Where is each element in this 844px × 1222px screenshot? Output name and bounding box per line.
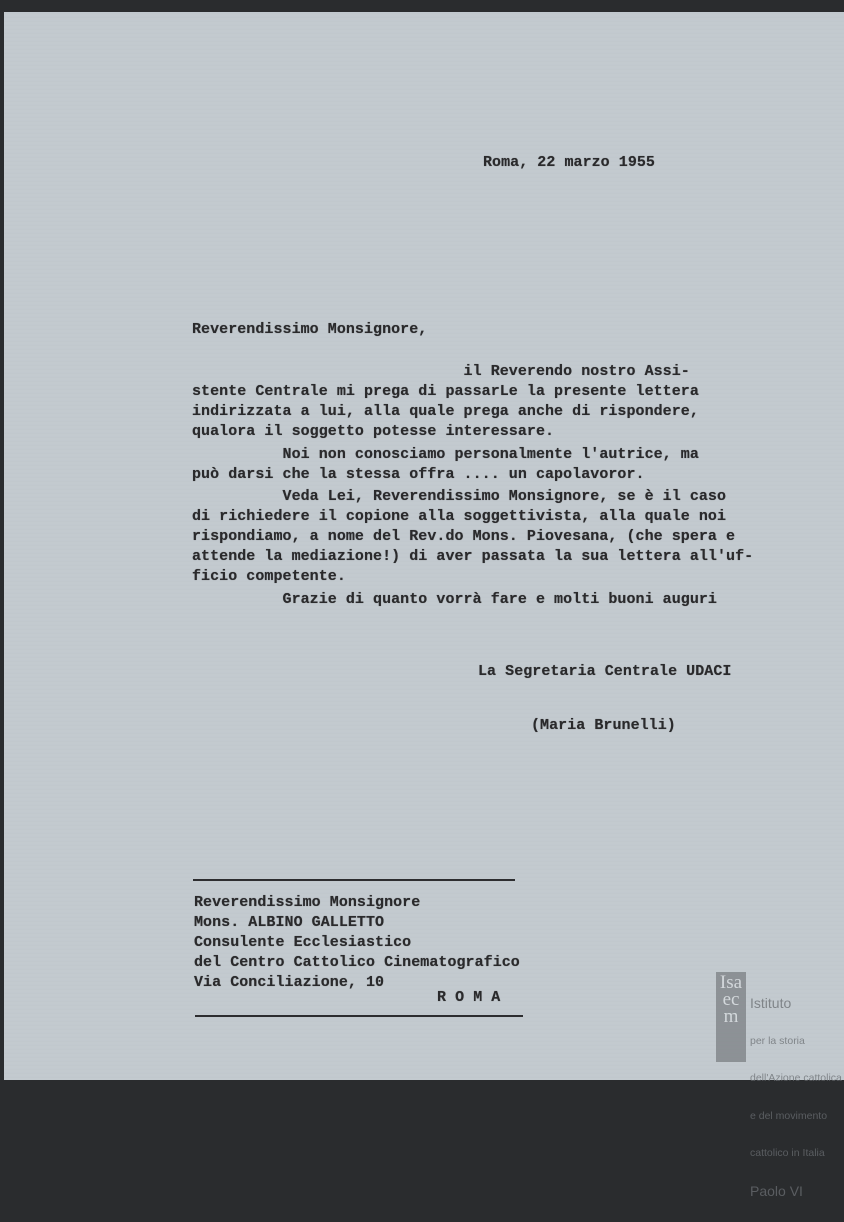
closing-line: Grazie di quanto vorrà fare e molti buoni auguri xyxy=(192,591,717,608)
signature-name: (Maria Brunelli) xyxy=(531,717,676,734)
address-line: Reverendissimo Monsignore xyxy=(194,894,421,911)
paragraph-3-line: rispondiamo, a nome del Rev.do Mons. Piovesana, (che spera e xyxy=(192,528,736,545)
salutation: Reverendissimo Monsignore, xyxy=(192,321,428,338)
logo-letters: Isaecm xyxy=(716,972,746,1062)
address-line: Consulente Ecclesiastico xyxy=(194,934,412,951)
logo-line: per la storia xyxy=(750,1034,805,1047)
paragraph-3-line: di richiedere il copione alla soggettivista, alla quale noi xyxy=(192,508,727,525)
institute-watermark-logo xyxy=(716,972,844,1199)
letter-date: Roma, 22 marzo 1955 xyxy=(483,154,655,171)
paragraph-1-line: qualora il soggetto potesse interessare. xyxy=(192,423,555,440)
logo-line: Istituto xyxy=(750,995,792,1011)
logo-line: Paolo VI xyxy=(750,1182,803,1199)
divider-top xyxy=(193,879,515,881)
paragraph-3-line: attende la mediazione!) di aver passata la sua lettera all'uf- xyxy=(192,548,754,565)
logo-line: e del movimento xyxy=(750,1109,828,1122)
logo-text xyxy=(750,972,842,1222)
paragraph-3-line: ficio competente. xyxy=(192,568,346,585)
address-line: Via Conciliazione, 10 xyxy=(194,974,385,991)
logo-line: dell'Azione cattolica xyxy=(750,1072,842,1084)
paragraph-2-line: Noi non conosciamo personalmente l'autrice, ma xyxy=(192,446,699,463)
address-city: R O M A xyxy=(437,989,501,1006)
signature-title: La Segretaria Centrale UDACI xyxy=(478,663,732,680)
address-line: del Centro Cattolico Cinematografico xyxy=(194,954,520,971)
divider-bottom xyxy=(195,1015,523,1017)
paragraph-1-line: il Reverendo nostro Assi- xyxy=(192,363,690,380)
paragraph-1-line: indirizzata a lui, alla quale prega anche di rispondere, xyxy=(192,403,699,420)
paragraph-3-line: Veda Lei, Reverendissimo Monsignore, se è il caso xyxy=(192,488,727,505)
letter-page xyxy=(4,12,844,1080)
logo-line: cattolico in Italia xyxy=(750,1147,825,1159)
address-line: Mons. ALBINO GALLETTO xyxy=(194,914,385,931)
paragraph-2-line: può darsi che la stessa offra .... un capolavoror. xyxy=(192,466,645,483)
paragraph-1-line: stente Centrale mi prega di passarLe la presente lettera xyxy=(192,383,699,400)
